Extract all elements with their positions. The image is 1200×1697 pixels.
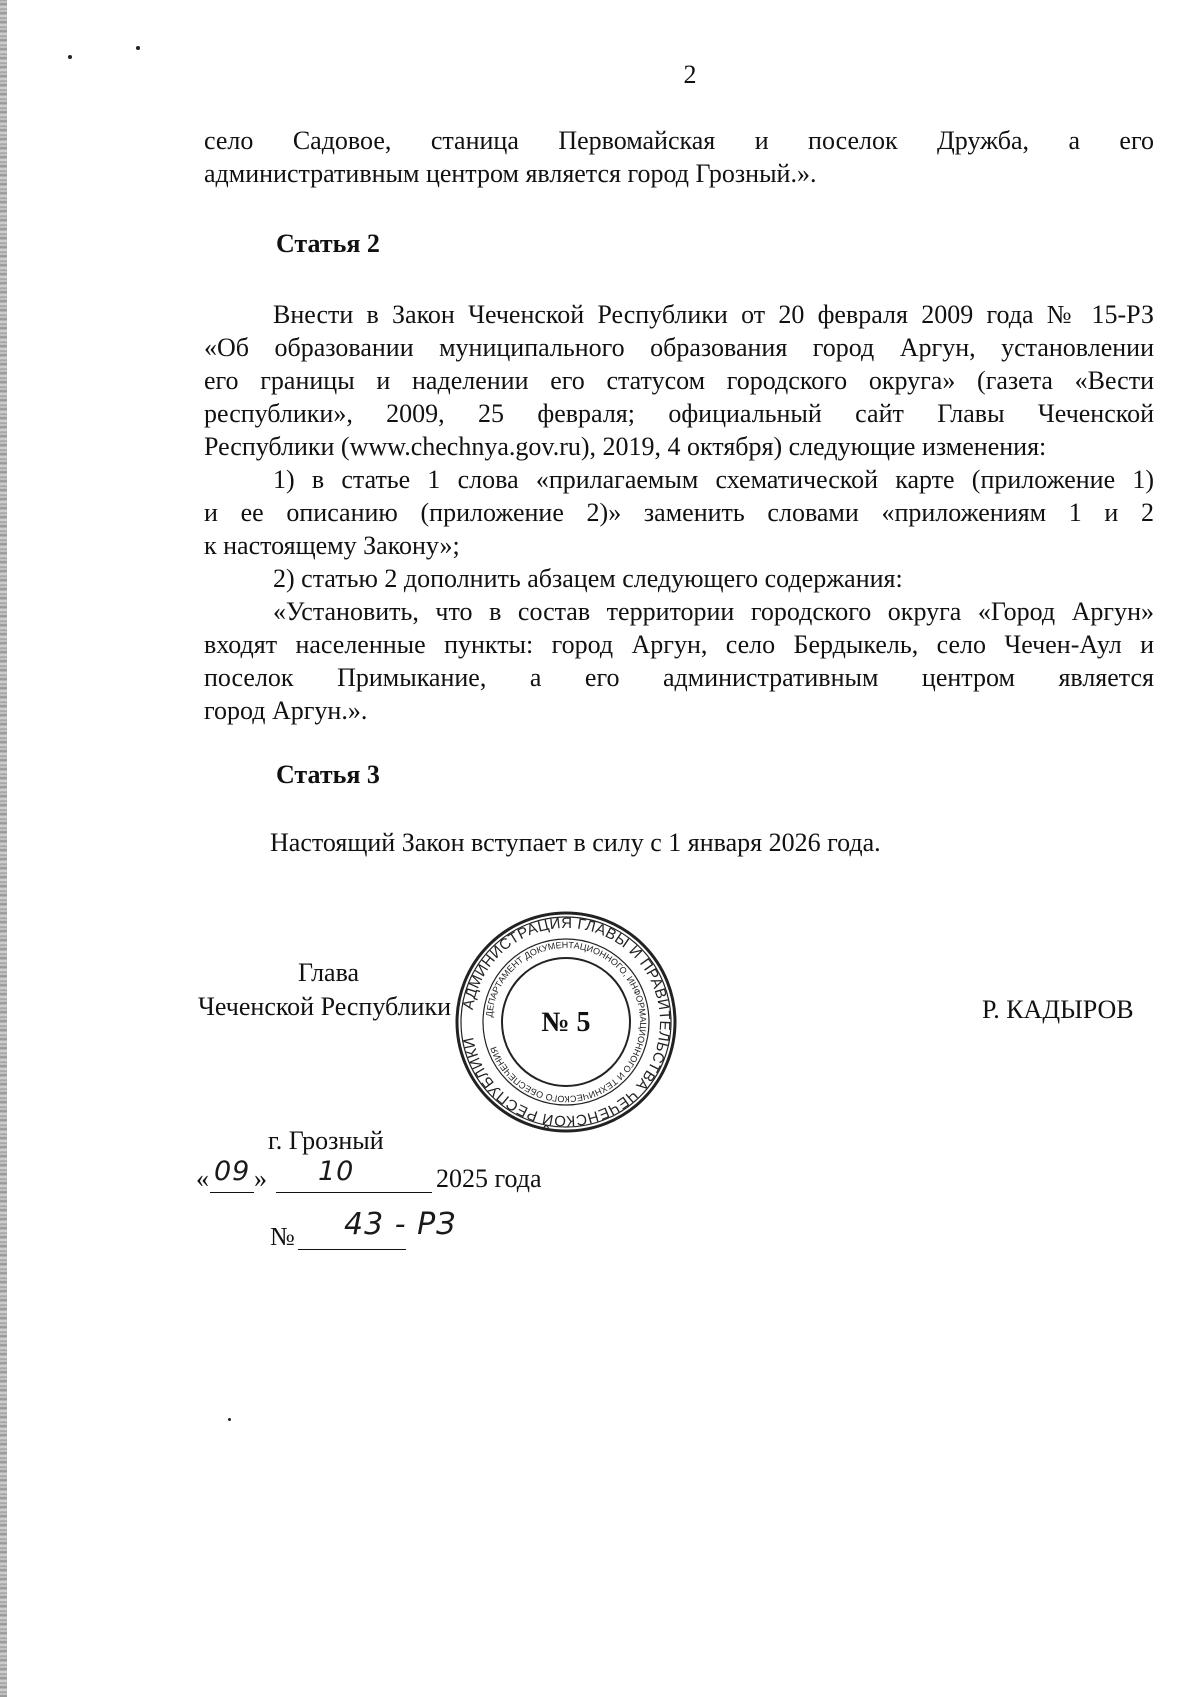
paragraph-line: село Садовое, станица Первомайская и поселок Дружба, а его	[204, 126, 1154, 155]
signatory-title-line2: Чеченской Республики	[198, 992, 452, 1021]
seal-inner-text: ДЕПАРТАМЕНТ ДОКУМЕНТАЦИОННОГО, ИНФОРМАЦИОННОГО И ТЕХНИЧЕСКОГО ОБЕСПЕЧЕНИЯ	[484, 939, 649, 1105]
paragraph-line: административным центром является город Грозный.».	[204, 159, 817, 188]
law-number-prefix: №	[270, 1222, 295, 1251]
date-month-underline	[276, 1192, 432, 1193]
paragraph-line: 2) статью 2 дополнить абзацем следующего содержания:	[273, 564, 903, 593]
date-close-quote: »	[254, 1164, 267, 1193]
law-number-underline	[298, 1249, 406, 1250]
article-3-text: Настоящий Закон вступает в силу с 1 января 2026 года.	[270, 828, 881, 857]
signatory-title-line1: Глава	[298, 958, 360, 987]
paragraph-line: республики», 2009, 25 февраля; официальный сайт Главы Чеченской	[204, 399, 1154, 428]
city-name: г. Грозный	[268, 1126, 384, 1155]
date-year: 2025 года	[436, 1164, 542, 1193]
paragraph-line: город Аргун.».	[204, 696, 368, 725]
seal-outer-text: АДМИНИСТРАЦИЯ ГЛАВЫ И ПРАВИТЕЛЬСТВА ЧЕЧЕНСКОЙ РЕСПУБЛИКИ	[459, 914, 674, 1130]
paragraph-line: к настоящему Закону»;	[204, 531, 460, 560]
article-2-heading: Статья 2	[276, 229, 380, 258]
paragraph-line: входят населенные пункты: город Аргун, село Бердыкель, село Чечен-Аул и	[204, 630, 1154, 659]
signatory-name: Р. КАДЫРОВ	[982, 995, 1134, 1024]
article-3-heading: Статья 3	[276, 760, 380, 789]
paragraph-line: Республики (www.chechnya.gov.ru), 2019, 4 октября) следующие изменения:	[204, 432, 1047, 461]
paragraph-line: 1) в статье 1 слова «прилагаемым схематической карте (приложение 1)	[273, 465, 1154, 494]
paragraph-line: «Установить, что в состав территории городского округа «Город Аргун»	[273, 597, 1154, 626]
article-2-body	[204, 298, 1154, 727]
seal-number: № 5	[541, 1007, 591, 1038]
page-number: 2	[683, 60, 697, 89]
date-month: 10	[318, 1156, 355, 1187]
paragraph-line: и ее описанию (приложение 2)» заменить словами «приложениям 1 и 2	[204, 498, 1154, 527]
date-day: 09	[214, 1156, 251, 1187]
law-number: 43 - РЗ	[344, 1207, 457, 1242]
scan-edge	[0, 0, 7, 1697]
paragraph-line: Внести в Закон Чеченской Республики от 20 февраля 2009 года № 15-РЗ	[273, 300, 1154, 329]
date-open-quote: «	[196, 1164, 209, 1193]
date-day-underline	[210, 1192, 254, 1193]
paragraph-top	[204, 124, 1154, 190]
paragraph-line: «Об образовании муниципального образования город Аргун, установлении	[204, 333, 1154, 362]
paragraph-line: его границы и наделении его статусом городского округа» (газета «Вести	[204, 366, 1154, 395]
official-seal	[454, 910, 678, 1134]
scan-speck	[228, 1418, 231, 1421]
scan-speck	[68, 55, 72, 59]
paragraph-line: поселок Примыкание, а его административным центром является	[204, 663, 1154, 692]
scan-speck	[136, 46, 140, 50]
